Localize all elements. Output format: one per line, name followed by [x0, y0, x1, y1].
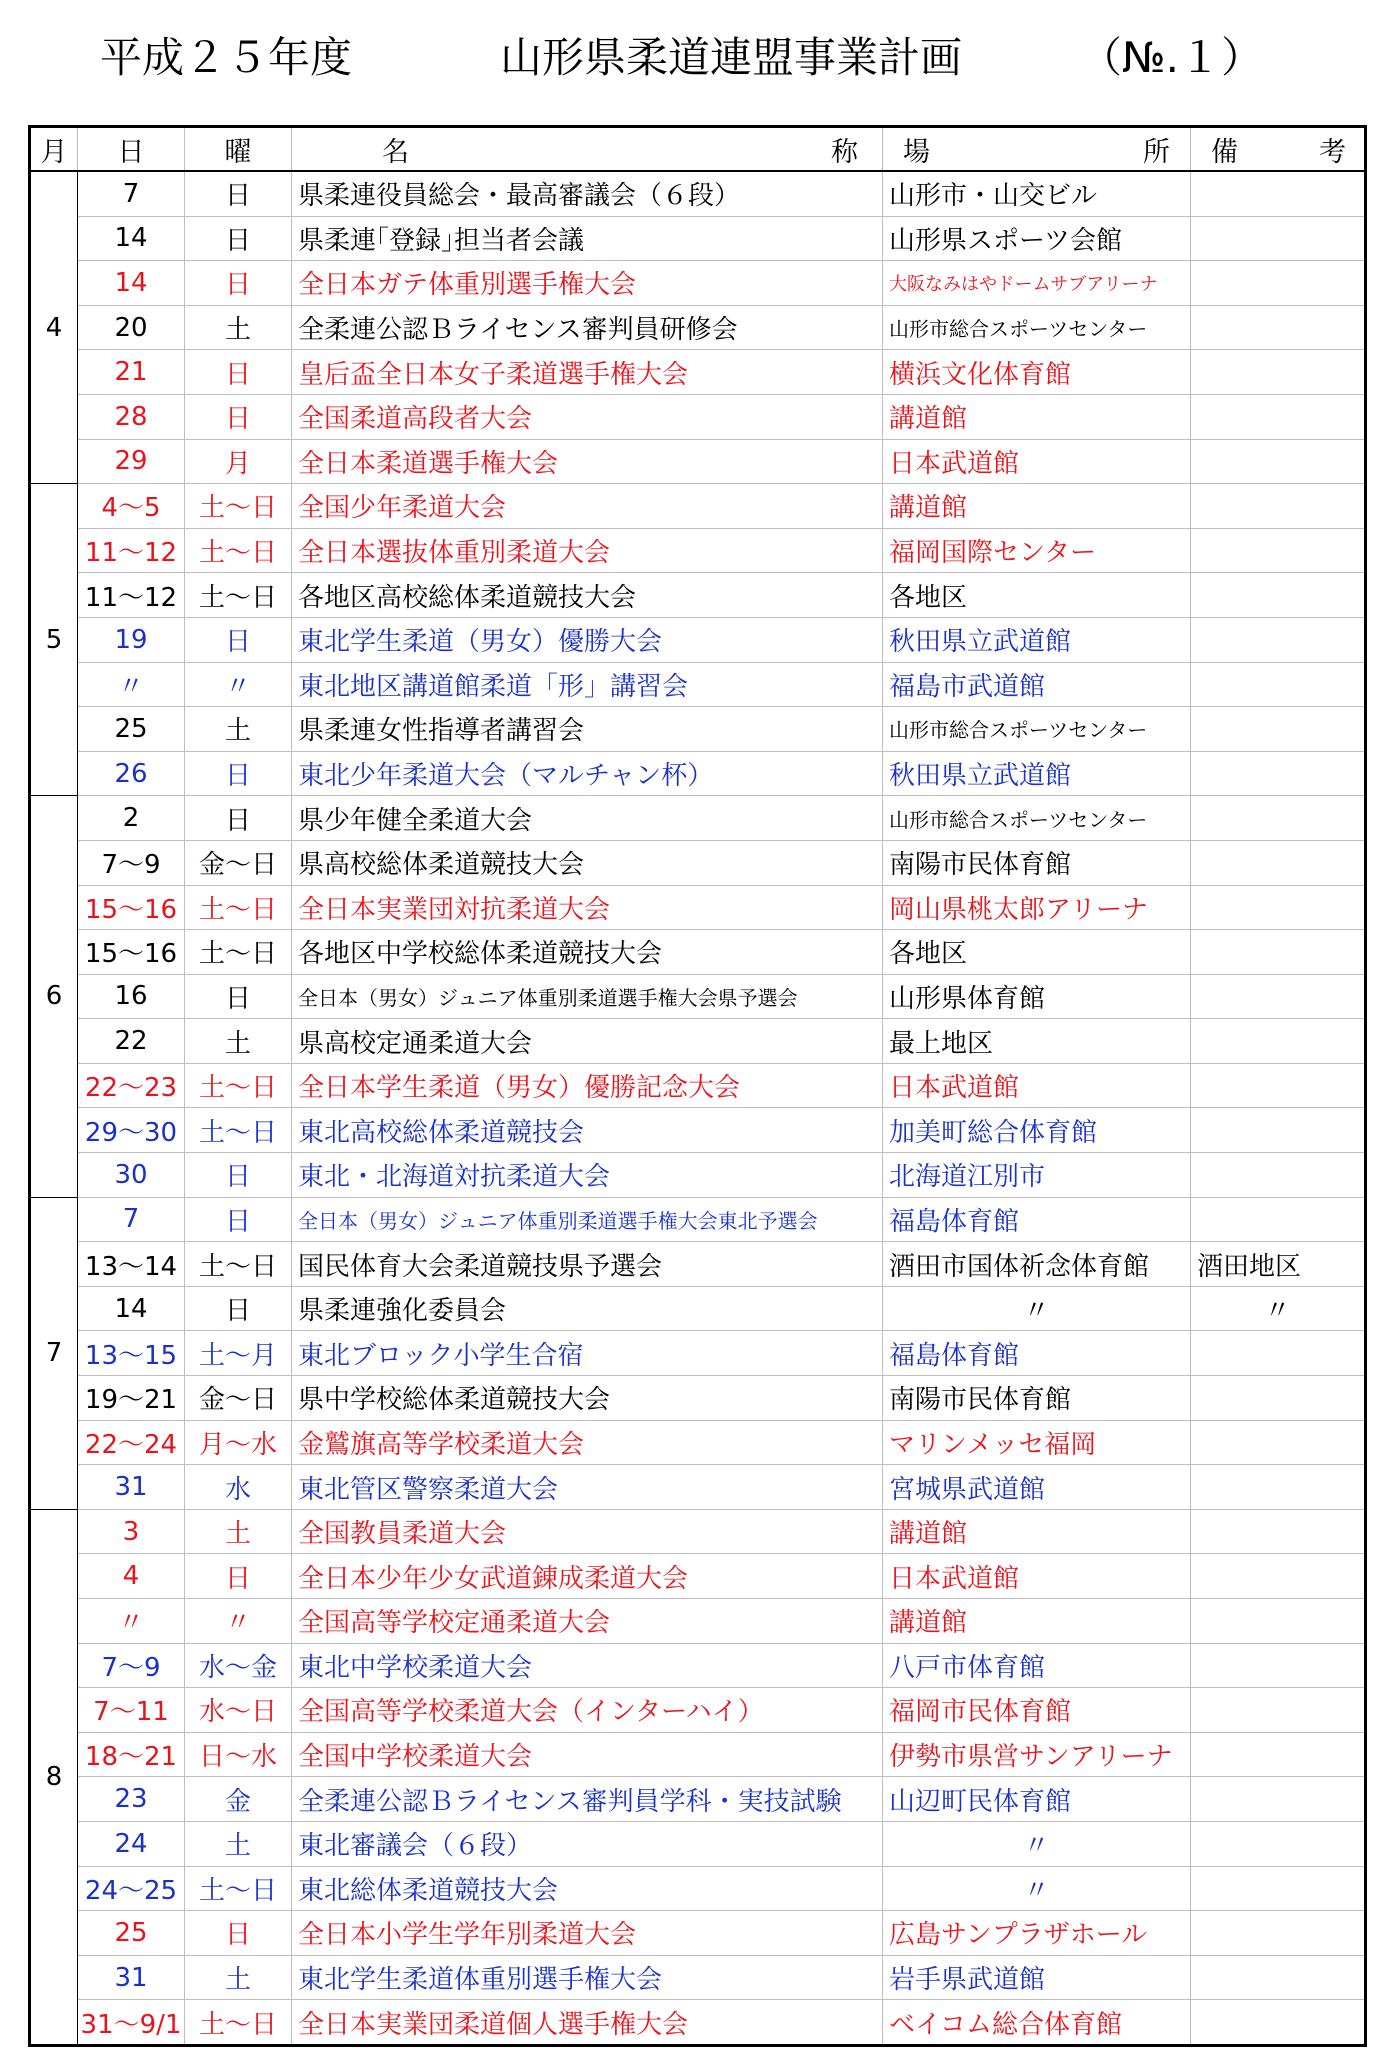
- note-cell: [1191, 439, 1366, 484]
- note-cell: [1191, 1019, 1366, 1064]
- day-cell: 7〜9: [78, 1643, 185, 1688]
- note-cell: [1191, 350, 1366, 395]
- venue-cell: 講道館: [883, 394, 1191, 439]
- page-number-label: （№.１）: [1080, 33, 1264, 82]
- event-name-cell: 全柔連公認Ｂライセンス審判員学科・実技試験: [292, 1777, 883, 1822]
- day-cell: 4: [78, 1554, 185, 1599]
- event-name-cell: 東北高校総体柔道競技会: [292, 1108, 883, 1153]
- note-cell: [1191, 171, 1366, 216]
- day-cell: 13〜14: [78, 1242, 185, 1287]
- note-cell: [1191, 796, 1366, 841]
- table-row: [30, 1197, 1366, 1242]
- venue-cell: 酒田市国体祈念体育館: [883, 1242, 1191, 1287]
- weekday-cell: 土〜日: [185, 1063, 292, 1108]
- day-cell: 24〜25: [78, 1866, 185, 1911]
- event-name-cell: 東北学生柔道（男女）優勝大会: [292, 617, 883, 662]
- venue-cell: 大阪なみはやドームサブアリーナ: [883, 261, 1191, 306]
- note-cell: [1191, 1821, 1366, 1866]
- day-cell: 14: [78, 261, 185, 306]
- venue-cell: 山形県体育館: [883, 974, 1191, 1019]
- table-row: [30, 171, 1366, 216]
- day-cell: 19: [78, 617, 185, 662]
- day-cell: 25: [78, 707, 185, 752]
- table-row: [30, 439, 1366, 484]
- venue-cell: 講道館: [883, 484, 1191, 529]
- note-cell: [1191, 1911, 1366, 1956]
- table-row: [30, 394, 1366, 439]
- table-row: [30, 2000, 1366, 2046]
- day-cell: 〃: [78, 662, 185, 707]
- day-cell: 23: [78, 1777, 185, 1822]
- weekday-cell: 水: [185, 1465, 292, 1510]
- event-name-cell: 東北総体柔道競技大会: [292, 1866, 883, 1911]
- note-cell: [1191, 840, 1366, 885]
- day-cell: 13〜15: [78, 1331, 185, 1376]
- event-name-cell: 東北地区講道館柔道「形」講習会: [292, 662, 883, 707]
- event-name-cell: 全日本選抜体重別柔道大会: [292, 528, 883, 573]
- venue-cell: 山形市・山交ビル: [883, 171, 1191, 216]
- event-name-cell: 全国中学校柔道大会: [292, 1732, 883, 1777]
- event-name-cell: 東北ブロック小学生合宿: [292, 1331, 883, 1376]
- note-cell: [1191, 1197, 1366, 1242]
- day-cell: 22〜23: [78, 1063, 185, 1108]
- event-name-cell: 東北少年柔道大会（マルチャン杯）: [292, 751, 883, 796]
- note-cell: [1191, 751, 1366, 796]
- event-name-cell: 県中学校総体柔道競技大会: [292, 1376, 883, 1421]
- note-cell: [1191, 261, 1366, 306]
- weekday-cell: 土〜日: [185, 2000, 292, 2046]
- venue-cell: 山辺町民体育館: [883, 1777, 1191, 1822]
- weekday-cell: 月: [185, 439, 292, 484]
- day-cell: 19〜21: [78, 1376, 185, 1421]
- weekday-cell: 〃: [185, 662, 292, 707]
- note-cell: [1191, 305, 1366, 350]
- weekday-cell: 土〜日: [185, 930, 292, 975]
- day-cell: 20: [78, 305, 185, 350]
- venue-cell: 講道館: [883, 1599, 1191, 1644]
- weekday-cell: 土: [185, 305, 292, 350]
- weekday-cell: 土: [185, 1509, 292, 1554]
- event-name-cell: 全国柔道高段者大会: [292, 394, 883, 439]
- event-name-cell: 全国高等学校柔道大会（インターハイ）: [292, 1688, 883, 1733]
- day-cell: 11〜12: [78, 528, 185, 573]
- table-row: [30, 1554, 1366, 1599]
- venue-cell: 伊勢市県営サンアリーナ: [883, 1732, 1191, 1777]
- table-row: [30, 1821, 1366, 1866]
- day-cell: 25: [78, 1911, 185, 1956]
- venue-cell: 各地区: [883, 930, 1191, 975]
- weekday-cell: 金〜日: [185, 1376, 292, 1421]
- day-cell: 4〜5: [78, 484, 185, 529]
- day-cell: 14: [78, 216, 185, 261]
- weekday-cell: 土: [185, 1019, 292, 1064]
- table-row: [30, 1420, 1366, 1465]
- table-row: [30, 350, 1366, 395]
- table-row: [30, 1019, 1366, 1064]
- month-cell: 5: [30, 484, 78, 796]
- event-name-cell: 各地区中学校総体柔道競技大会: [292, 930, 883, 975]
- month-cell: 8: [30, 1509, 78, 2045]
- table-row: [30, 1153, 1366, 1198]
- day-cell: 7: [78, 1197, 185, 1242]
- table-row: [30, 305, 1366, 350]
- venue-cell: 北海道江別市: [883, 1153, 1191, 1198]
- weekday-cell: 日: [185, 1286, 292, 1331]
- note-cell: [1191, 885, 1366, 930]
- venue-cell: 〃: [883, 1821, 1191, 1866]
- venue-cell: マリンメッセ福岡: [883, 1420, 1191, 1465]
- day-cell: 16: [78, 974, 185, 1019]
- table-row: [30, 1242, 1366, 1287]
- table-row: [30, 484, 1366, 529]
- weekday-cell: 日: [185, 261, 292, 306]
- header-dow: 曜: [185, 127, 292, 172]
- table-row: [30, 1599, 1366, 1644]
- table-row: [30, 1376, 1366, 1421]
- weekday-cell: 金〜日: [185, 840, 292, 885]
- weekday-cell: 日: [185, 796, 292, 841]
- table-row: [30, 1732, 1366, 1777]
- note-cell: [1191, 573, 1366, 618]
- venue-cell: 南陽市民体育館: [883, 840, 1191, 885]
- day-cell: 22〜24: [78, 1420, 185, 1465]
- day-cell: 18〜21: [78, 1732, 185, 1777]
- table-row: [30, 1643, 1366, 1688]
- event-name-cell: 県少年健全柔道大会: [292, 796, 883, 841]
- table-row: [30, 1063, 1366, 1108]
- day-cell: 2: [78, 796, 185, 841]
- header-note-right: 考: [1319, 136, 1346, 168]
- schedule-body: [30, 171, 1366, 2045]
- event-name-cell: 県高校定通柔道大会: [292, 1019, 883, 1064]
- day-cell: 22: [78, 1019, 185, 1064]
- day-cell: 15〜16: [78, 885, 185, 930]
- weekday-cell: 日: [185, 216, 292, 261]
- note-cell: [1191, 2000, 1366, 2046]
- day-cell: 3: [78, 1509, 185, 1554]
- table-row: [30, 1286, 1366, 1331]
- weekday-cell: 日: [185, 1197, 292, 1242]
- venue-cell: 岩手県武道館: [883, 1955, 1191, 2000]
- event-name-cell: 全柔連公認Ｂライセンス審判員研修会: [292, 305, 883, 350]
- venue-cell: 山形市総合スポーツセンター: [883, 707, 1191, 752]
- venue-cell: 宮城県武道館: [883, 1465, 1191, 1510]
- weekday-cell: 日〜水: [185, 1732, 292, 1777]
- schedule-table: [28, 125, 1367, 2047]
- table-row: [30, 1509, 1366, 1554]
- venue-cell: 岡山県桃太郎アリーナ: [883, 885, 1191, 930]
- note-cell: [1191, 707, 1366, 752]
- note-cell: [1191, 1554, 1366, 1599]
- venue-cell: 山形市総合スポーツセンター: [883, 796, 1191, 841]
- day-cell: 31: [78, 1465, 185, 1510]
- header-day: 日: [78, 127, 185, 172]
- day-cell: 30: [78, 1153, 185, 1198]
- day-cell: 11〜12: [78, 573, 185, 618]
- weekday-cell: 土〜日: [185, 1242, 292, 1287]
- day-cell: 〃: [78, 1599, 185, 1644]
- note-cell: [1191, 1643, 1366, 1688]
- day-cell: 7: [78, 171, 185, 216]
- table-row: [30, 662, 1366, 707]
- event-name-cell: 県柔連強化委員会: [292, 1286, 883, 1331]
- event-name-cell: 県柔連女性指導者講習会: [292, 707, 883, 752]
- header-name-right: 称: [831, 136, 858, 168]
- weekday-cell: 土〜月: [185, 1331, 292, 1376]
- venue-cell: 福島体育館: [883, 1197, 1191, 1242]
- weekday-cell: 日: [185, 171, 292, 216]
- note-cell: [1191, 930, 1366, 975]
- weekday-cell: 土: [185, 1955, 292, 2000]
- venue-cell: 横浜文化体育館: [883, 350, 1191, 395]
- note-cell: [1191, 1509, 1366, 1554]
- event-name-cell: 全国高等学校定通柔道大会: [292, 1599, 883, 1644]
- weekday-cell: 土: [185, 707, 292, 752]
- month-cell: 7: [30, 1197, 78, 1509]
- month-cell: 6: [30, 796, 78, 1197]
- note-cell: [1191, 1732, 1366, 1777]
- event-name-cell: 東北学生柔道体重別選手権大会: [292, 1955, 883, 2000]
- venue-cell: 秋田県立武道館: [883, 751, 1191, 796]
- note-cell: [1191, 1153, 1366, 1198]
- event-name-cell: 金鷲旗高等学校柔道大会: [292, 1420, 883, 1465]
- event-name-cell: 全日本少年少女武道錬成柔道大会: [292, 1554, 883, 1599]
- venue-cell: 〃: [883, 1286, 1191, 1331]
- note-cell: [1191, 1063, 1366, 1108]
- venue-cell: ベイコム総合体育館: [883, 2000, 1191, 2046]
- header-venue-right: 所: [1143, 136, 1170, 168]
- day-cell: 15〜16: [78, 930, 185, 975]
- day-cell: 31〜9/1: [78, 2000, 185, 2046]
- header-note-left: 備: [1211, 136, 1238, 168]
- weekday-cell: 日: [185, 1153, 292, 1198]
- venue-cell: 日本武道館: [883, 1063, 1191, 1108]
- weekday-cell: 土〜日: [185, 484, 292, 529]
- table-row: [30, 261, 1366, 306]
- venue-cell: 山形市総合スポーツセンター: [883, 305, 1191, 350]
- venue-cell: 日本武道館: [883, 439, 1191, 484]
- note-cell: [1191, 617, 1366, 662]
- note-cell: [1191, 1688, 1366, 1733]
- venue-cell: 最上地区: [883, 1019, 1191, 1064]
- weekday-cell: 日: [185, 1911, 292, 1956]
- header-venue-left: 場: [903, 136, 930, 168]
- weekday-cell: 水〜金: [185, 1643, 292, 1688]
- event-name-cell: 全日本（男女）ジュニア体重別柔道選手権大会東北予選会: [292, 1197, 883, 1242]
- day-cell: 24: [78, 1821, 185, 1866]
- table-row: [30, 796, 1366, 841]
- day-cell: 29〜30: [78, 1108, 185, 1153]
- venue-cell: 福島市武道館: [883, 662, 1191, 707]
- event-name-cell: 県高校総体柔道競技大会: [292, 840, 883, 885]
- venue-cell: 加美町総合体育館: [883, 1108, 1191, 1153]
- weekday-cell: 日: [185, 350, 292, 395]
- event-name-cell: 各地区高校総体柔道競技大会: [292, 573, 883, 618]
- note-cell: [1191, 484, 1366, 529]
- event-name-cell: 東北中学校柔道大会: [292, 1643, 883, 1688]
- weekday-cell: 土〜日: [185, 1866, 292, 1911]
- venue-cell: 日本武道館: [883, 1554, 1191, 1599]
- weekday-cell: 日: [185, 617, 292, 662]
- header-name: [292, 127, 883, 172]
- note-cell: [1191, 528, 1366, 573]
- note-cell: [1191, 1331, 1366, 1376]
- table-row: [30, 1108, 1366, 1153]
- day-cell: 29: [78, 439, 185, 484]
- weekday-cell: 日: [185, 974, 292, 1019]
- table-header-row: [30, 127, 1366, 172]
- page-title-row: [0, 28, 1392, 88]
- venue-cell: 各地区: [883, 573, 1191, 618]
- venue-cell: 秋田県立武道館: [883, 617, 1191, 662]
- table-row: [30, 930, 1366, 975]
- table-row: [30, 1911, 1366, 1956]
- event-name-cell: 全日本実業団柔道個人選手権大会: [292, 2000, 883, 2046]
- note-cell: [1191, 1777, 1366, 1822]
- note-cell: [1191, 1420, 1366, 1465]
- event-name-cell: 全日本小学生学年別柔道大会: [292, 1911, 883, 1956]
- event-name-cell: 県柔連役員総会・最高審議会（６段）: [292, 171, 883, 216]
- note-cell: [1191, 1866, 1366, 1911]
- note-cell: [1191, 394, 1366, 439]
- table-row: [30, 1331, 1366, 1376]
- event-name-cell: 全日本学生柔道（男女）優勝記念大会: [292, 1063, 883, 1108]
- table-row: [30, 1866, 1366, 1911]
- header-note: [1191, 127, 1366, 172]
- day-cell: 26: [78, 751, 185, 796]
- venue-cell: 山形県スポーツ会館: [883, 216, 1191, 261]
- weekday-cell: 日: [185, 394, 292, 439]
- event-name-cell: 東北管区警察柔道大会: [292, 1465, 883, 1510]
- day-cell: 7〜11: [78, 1688, 185, 1733]
- event-name-cell: 国民体育大会柔道競技県予選会: [292, 1242, 883, 1287]
- table-row: [30, 974, 1366, 1019]
- table-row: [30, 707, 1366, 752]
- venue-cell: 福岡国際センター: [883, 528, 1191, 573]
- weekday-cell: 土〜日: [185, 573, 292, 618]
- weekday-cell: 月〜水: [185, 1420, 292, 1465]
- weekday-cell: 土: [185, 1821, 292, 1866]
- note-cell: [1191, 1599, 1366, 1644]
- weekday-cell: 土〜日: [185, 885, 292, 930]
- event-name-cell: 全国教員柔道大会: [292, 1509, 883, 1554]
- month-cell: 4: [30, 171, 78, 484]
- weekday-cell: 土〜日: [185, 1108, 292, 1153]
- event-name-cell: 全日本（男女）ジュニア体重別柔道選手権大会県予選会: [292, 974, 883, 1019]
- day-cell: 7〜9: [78, 840, 185, 885]
- weekday-cell: 土〜日: [185, 528, 292, 573]
- event-name-cell: 全日本ガテ体重別選手権大会: [292, 261, 883, 306]
- weekday-cell: 〃: [185, 1599, 292, 1644]
- event-name-cell: 東北・北海道対抗柔道大会: [292, 1153, 883, 1198]
- table-row: [30, 751, 1366, 796]
- table-row: [30, 1777, 1366, 1822]
- header-venue: [883, 127, 1191, 172]
- weekday-cell: 日: [185, 1554, 292, 1599]
- table-row: [30, 885, 1366, 930]
- day-cell: 28: [78, 394, 185, 439]
- event-name-cell: 東北審議会（６段）: [292, 1821, 883, 1866]
- fiscal-year-title: 平成２５年度: [100, 33, 353, 82]
- note-cell: [1191, 1108, 1366, 1153]
- note-cell: 〃: [1191, 1286, 1366, 1331]
- page-title: 山形県柔道連盟事業計画: [500, 33, 963, 82]
- note-cell: [1191, 1376, 1366, 1421]
- table-row: [30, 1465, 1366, 1510]
- weekday-cell: 金: [185, 1777, 292, 1822]
- event-name-cell: 全日本実業団対抗柔道大会: [292, 885, 883, 930]
- table-row: [30, 617, 1366, 662]
- note-cell: [1191, 974, 1366, 1019]
- table-row: [30, 528, 1366, 573]
- event-name-cell: 県柔連｢登録｣担当者会議: [292, 216, 883, 261]
- weekday-cell: 日: [185, 751, 292, 796]
- header-month: 月: [30, 127, 78, 172]
- note-cell: 酒田地区: [1191, 1242, 1366, 1287]
- day-cell: 21: [78, 350, 185, 395]
- note-cell: [1191, 1465, 1366, 1510]
- table-row: [30, 1688, 1366, 1733]
- header-name-left: 名: [382, 136, 409, 168]
- venue-cell: 〃: [883, 1866, 1191, 1911]
- table-row: [30, 840, 1366, 885]
- day-cell: 14: [78, 1286, 185, 1331]
- venue-cell: 講道館: [883, 1509, 1191, 1554]
- venue-cell: 南陽市民体育館: [883, 1376, 1191, 1421]
- day-cell: 31: [78, 1955, 185, 2000]
- event-name-cell: 皇后盃全日本女子柔道選手権大会: [292, 350, 883, 395]
- event-name-cell: 全国少年柔道大会: [292, 484, 883, 529]
- venue-cell: 福島体育館: [883, 1331, 1191, 1376]
- table-row: [30, 1955, 1366, 2000]
- note-cell: [1191, 1955, 1366, 2000]
- weekday-cell: 水〜日: [185, 1688, 292, 1733]
- note-cell: [1191, 216, 1366, 261]
- table-row: [30, 216, 1366, 261]
- venue-cell: 八戸市体育館: [883, 1643, 1191, 1688]
- event-name-cell: 全日本柔道選手権大会: [292, 439, 883, 484]
- table-row: [30, 573, 1366, 618]
- venue-cell: 福岡市民体育館: [883, 1688, 1191, 1733]
- venue-cell: 広島サンプラザホール: [883, 1911, 1191, 1956]
- note-cell: [1191, 662, 1366, 707]
